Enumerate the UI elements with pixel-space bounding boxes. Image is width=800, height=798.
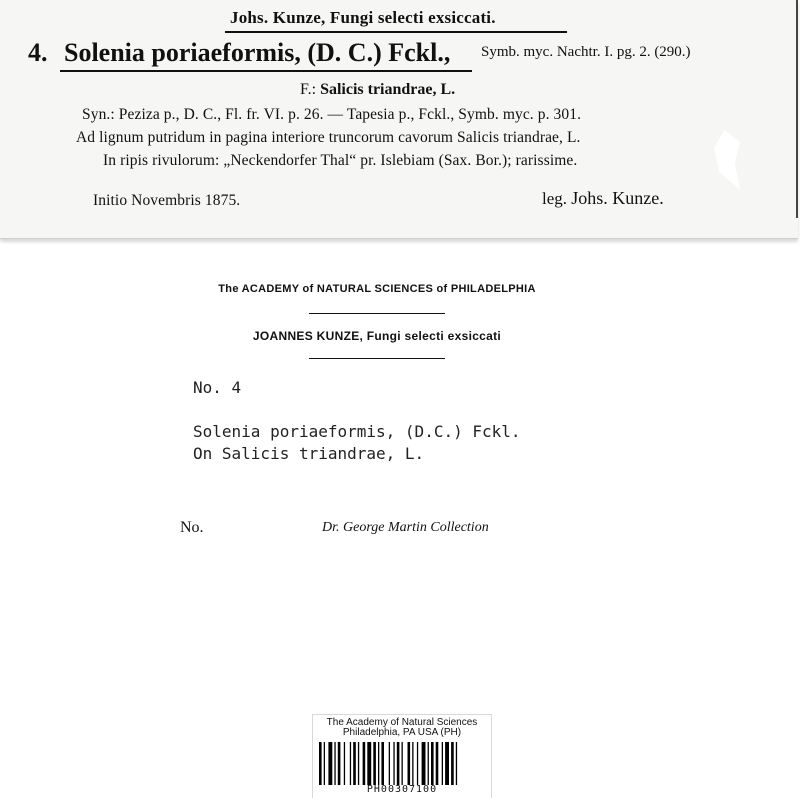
- host-line: [300, 81, 455, 99]
- collector-name: Johs. Kunze.: [571, 188, 664, 208]
- species-number: 4.: [28, 38, 48, 67]
- institution-name: The ACADEMY of NATURAL SCIENCES of PHILADELPHIA: [218, 283, 536, 295]
- habitat-line: Ad lignum putridum in pagina interiore truncorum cavorum Salicis triandrae, L.: [76, 129, 581, 146]
- no-field-label: No.: [180, 519, 204, 536]
- collection-date: Initio Novembris 1875.: [93, 192, 241, 209]
- species-reference: Symb. myc. Nachtr. I. pg. 2. (290.): [481, 44, 691, 60]
- series-underline: [225, 31, 567, 33]
- specimen-host: On Salicis triandrae, L.: [193, 444, 425, 463]
- barcode-number: PH00307100: [366, 784, 438, 795]
- collector-line: [542, 188, 664, 209]
- barcode-institution: The Academy of Natural Sciences: [326, 717, 478, 728]
- divider: [309, 313, 445, 314]
- species-name: Solenia poriaeformis, (D. C.) Fckl.,: [64, 38, 451, 67]
- synonym-line: Syn.: Peziza p., D. C., Fl. fr. VI. p. 26. — Tapesia p., Fckl., Symb. myc. p. 301.: [82, 106, 582, 123]
- specimen-species: Solenia poriaeformis, (D.C.) Fckl.: [193, 422, 521, 441]
- barcode-location: Philadelphia, PA USA (PH): [342, 727, 462, 738]
- divider: [309, 358, 445, 359]
- species-underline: [60, 70, 472, 72]
- collection-name: Dr. George Martin Collection: [322, 520, 489, 535]
- locality-line: In ripis rivulorum: „Neckendorfer Thal“ pr. Islebiam (Sax. Bor.); rarissime.: [103, 152, 578, 169]
- exsiccata-label: [0, 0, 798, 239]
- barcode-bars: [319, 742, 485, 785]
- barcode-sticker: [312, 714, 492, 798]
- series-name: JOANNES KUNZE, Fungi selecti exsiccati: [252, 329, 502, 343]
- academy-label: [146, 247, 608, 561]
- collector-prefix: leg.: [542, 189, 572, 208]
- paper-tear: [714, 130, 740, 190]
- series-title: Johs. Kunze, Fungi selecti exsiccati.: [230, 8, 496, 27]
- label-edge: [796, 0, 798, 218]
- host-prefix: F.:: [300, 81, 321, 98]
- specimen-number: No. 4: [193, 378, 242, 397]
- host-name: Salicis triandrae, L.: [320, 81, 456, 98]
